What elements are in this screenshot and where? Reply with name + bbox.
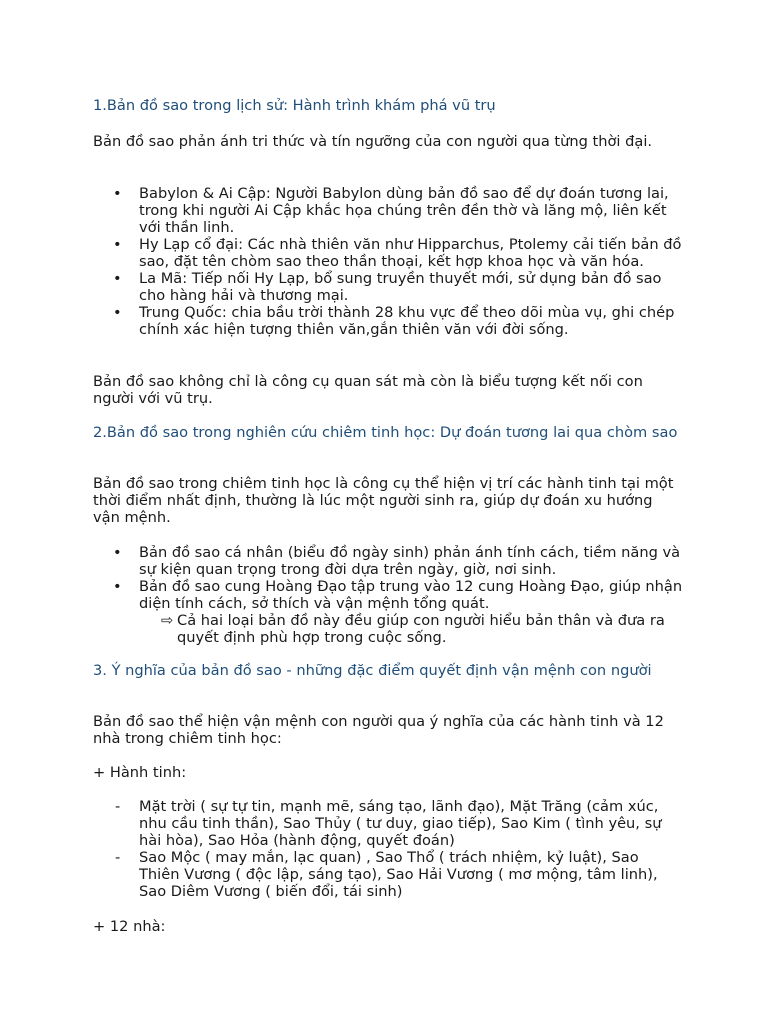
bullet-icon: • xyxy=(113,304,122,321)
list-item: • Bản đồ sao cá nhân (biểu đồ ngày sinh) phản ánh tính cách, tiềm năng và sự kiện quan trọng trong đời dựa trên ngày, giờ, nơi sinh. xyxy=(113,544,681,578)
list-item: • Trung Quốc: chia bầu trời thành 28 khu vực để theo dõi mùa vụ, ghi chép chính xác hiện tượng thiên văn,gắn thiên văn với đời sống. xyxy=(113,304,675,338)
arrow-right-icon: ⇨ xyxy=(161,612,174,629)
planets-list xyxy=(93,798,683,900)
section1-closing: Bản đồ sao không chỉ là công cụ quan sát mà còn là biểu tượng kết nối con người với vũ trụ. xyxy=(93,373,643,407)
bullet-icon: • xyxy=(113,270,122,287)
section2-bullet-list xyxy=(93,544,683,612)
section1-intro: Bản đồ sao phản ánh tri thức và tín ngưỡng của con người qua từng thời đại. xyxy=(93,133,653,150)
dash-icon: - xyxy=(115,849,121,866)
list-item: - Mặt trời ( sự tự tin, mạnh mẽ, sáng tạo, lãnh đạo), Mặt Trăng (cảm xúc, nhu cầu tinh thần), Sao Thủy ( tư duy, giao tiếp), Sao Kim ( tình yêu, sự hài hòa), Sao Hỏa (hành động, quyết đoán) xyxy=(115,798,662,849)
list-item: • Hy Lạp cổ đại: Các nhà thiên văn như Hipparchus, Ptolemy cải tiến bản đồ sao, đặt tên chòm sao theo thần thoại, kết hợp khoa học và văn hóa. xyxy=(113,236,682,270)
bullet-icon: • xyxy=(113,185,122,202)
list-item: • La Mã: Tiếp nối Hy Lạp, bổ sung truyền thuyết mới, sử dụng bản đồ sao cho hàng hải và thương mại. xyxy=(113,270,662,304)
arrow-note: ⇨ Cả hai loại bản đồ này đều giúp con người hiểu bản thân và đưa ra quyết định phù hợp trong cuộc sống. xyxy=(161,612,665,646)
section3-heading: 3. Ý nghĩa của bản đồ sao - những đặc điểm quyết định vận mệnh con người xyxy=(93,662,652,679)
section2-heading: 2.Bản đồ sao trong nghiên cứu chiêm tinh học: Dự đoán tương lai qua chòm sao xyxy=(93,424,678,441)
bullet-icon: • xyxy=(113,578,122,595)
list-item: • Babylon & Ai Cập: Người Babylon dùng bản đồ sao để dự đoán tương lai, trong khi người Ai Cập khắc họa chúng trên đền thờ và lăng mộ, liên kết với thần linh. xyxy=(113,185,669,236)
planets-label: + Hành tinh: xyxy=(93,764,187,781)
houses-label: + 12 nhà: xyxy=(93,918,166,935)
list-item: - Sao Mộc ( may mắn, lạc quan) , Sao Thổ ( trách nhiệm, kỷ luật), Sao Thiên Vương ( độc lập, sáng tạo), Sao Hải Vương ( mơ mộng, tâm linh), Sao Diêm Vương ( biến đổi, tái sinh) xyxy=(115,849,658,900)
list-item: • Bản đồ sao cung Hoàng Đạo tập trung vào 12 cung Hoàng Đạo, giúp nhận diện tính cách, sở thích và vận mệnh tổng quát. xyxy=(113,578,683,612)
dash-icon: - xyxy=(115,798,121,815)
section2-intro: Bản đồ sao trong chiêm tinh học là công cụ thể hiện vị trí các hành tinh tại một thời điểm nhất định, thường là lúc một người sinh ra, giúp dự đoán xu hướng vận mệnh. xyxy=(93,475,674,526)
bullet-icon: • xyxy=(113,544,122,561)
section1-heading: 1.Bản đồ sao trong lịch sử: Hành trình khám phá vũ trụ xyxy=(93,97,496,114)
section3-intro: Bản đồ sao thể hiện vận mệnh con người qua ý nghĩa của các hành tinh và 12 nhà trong chiêm tinh học: xyxy=(93,713,664,747)
bullet-icon: • xyxy=(113,236,122,253)
section1-bullet-list xyxy=(93,185,683,338)
